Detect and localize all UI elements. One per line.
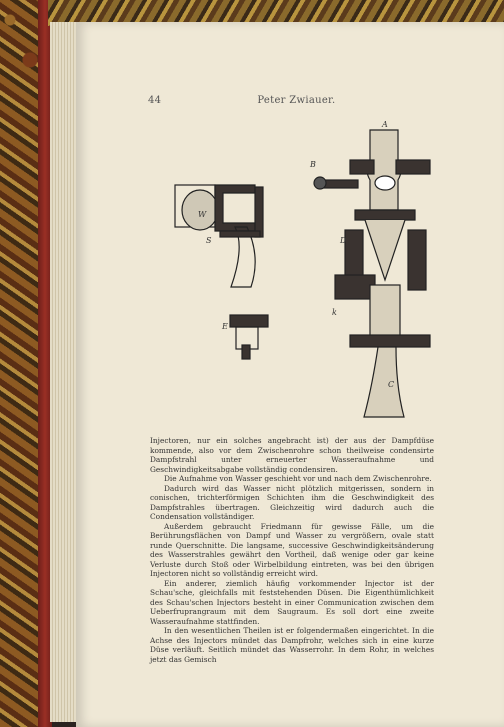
cone-section [365, 220, 405, 280]
label-s: S [206, 236, 212, 245]
label-e: E [222, 322, 228, 331]
label-c: C [388, 380, 395, 389]
mid-flange [355, 210, 415, 220]
w-housing-wall [215, 185, 255, 231]
paragraph: Ein anderer, ziemlich häufig vorkommender Injector ist der Schau'sche, gleichfalls mit feststehenden Düsen. Die Eigenthümlichkeit des Schau'schen Injectors besteht in einer Communication zwischen dem Ueberfruprangraum mit dem Saugraum. Es soll dort eine zweite Wasseraufnahme stattfinden. [150, 578, 434, 626]
e-top-bar [230, 315, 268, 327]
valve-detail-e [230, 315, 268, 359]
handle-b-wheel [314, 177, 326, 189]
upper-flange-left [350, 160, 374, 174]
upper-flange-right [396, 160, 430, 174]
label-w: W [198, 210, 207, 219]
label-k: k [332, 308, 337, 317]
paragraph: Außerdem gebraucht Friedmann für gewisse Fälle, um die Berührungsflächen von Dampf und Wasser zu vergrößern, ovale statt runde Querschnitte. Die langsame, successive Geschwindigkeitsänderung des Wasserstrahles gewährt den Vortheil, daß wenige oder gar keine Verluste durch Stoß oder Wirbelbildung eintreten, was bei den übrigen Injectoren nicht so vollständig erreicht wird. [150, 521, 434, 578]
side-valve-k [335, 275, 375, 299]
label-b: B [310, 160, 316, 169]
w-flange [255, 187, 263, 237]
running-head [148, 95, 408, 106]
label-d: D [340, 236, 347, 245]
page-number: 44 [148, 95, 162, 106]
paragraph: Die Aufnahme von Wasser geschieht vor und nach dem Zwischenrohre. [164, 474, 432, 483]
right-wall [408, 230, 426, 290]
w-bottom-plate [220, 231, 260, 237]
valve-ring [375, 176, 395, 190]
body-text [150, 436, 434, 664]
outlet-c [364, 347, 404, 417]
label-a: A [382, 120, 388, 129]
running-title: Peter Zwiauer. [257, 95, 336, 106]
paragraph: In den wesentlichen Theilen ist er folgendermaßen eingerichtet. In die Achse des Injectors mündet das Dampfrohr, welches sich in eine kurze Düse verläuft. Seitlich mündet das Wasserrohr. In dem Rohr, in welches jetzt das Gemisch [150, 626, 434, 664]
e-stem [242, 345, 250, 359]
main-injector-column [314, 130, 430, 417]
paragraph: Dadurch wird das Wasser nicht plötzlich mitgerissen, sondern in conischen, trichterförmigen Schichten ihm die Geschwindigkeit des Dampfstrahles übertragen. Gleichzeitig wird dadurch auch die Condensation vollständiger. [150, 483, 434, 521]
injector-figure [160, 115, 450, 435]
paragraph: Injectoren, nur ein solches angebracht ist) der aus der Dampfdüse kommende, also vor dem Zwischenrohre schon theilweise condensirte Dampfstrahl unter erneuerter Wasseraufnahme und Geschwindigkeitsabgabe vollständig condensiren. [150, 436, 434, 474]
injector-detail-w [175, 185, 263, 287]
lower-flange [350, 335, 430, 347]
